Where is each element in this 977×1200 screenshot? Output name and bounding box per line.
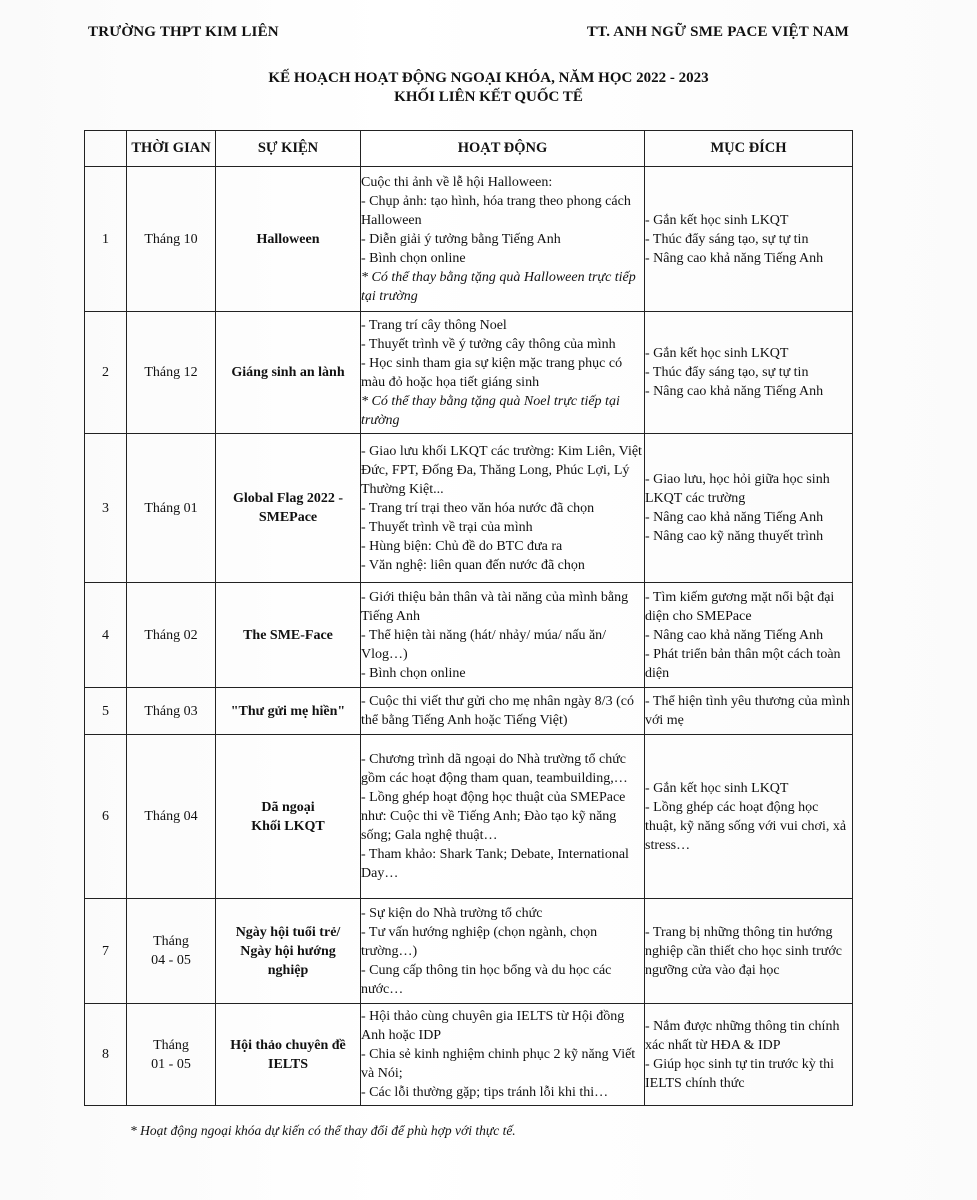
activity-item: - Bình chọn online <box>361 665 466 681</box>
row-time <box>127 1004 216 1106</box>
purpose-item: - Giao lưu, học hỏi giữa học sinh LKQT các trường <box>645 472 830 506</box>
row-purposes <box>645 899 853 1004</box>
activity-item: - Học sinh tham gia sự kiện mặc trang phục có màu đỏ hoặc họa tiết giáng sinh <box>361 355 623 390</box>
row-event <box>216 434 361 583</box>
purpose-item: - Nâng cao khả năng Tiếng Anh <box>645 627 824 643</box>
purpose-item: - Phát triển bản thân một cách toàn diện <box>645 646 841 681</box>
purpose-item: - Lồng ghép các hoạt động học thuật, kỹ năng sống với vui chơi, xả stress… <box>645 799 847 853</box>
table-row <box>85 688 853 735</box>
activity-item: - Sự kiện do Nhà trường tổ chức <box>361 905 543 921</box>
purpose-item: - Thúc đẩy sáng tạo, sự tự tin <box>645 365 809 380</box>
purpose-item: - Trang bị những thông tin hướng nghiệp cần thiết cho học sinh trước ngưỡng cửa vào đại học <box>645 924 842 978</box>
activity-item: - Văn nghệ: liên quan đến nước đã chọn <box>361 557 585 573</box>
row-event <box>216 583 361 688</box>
event-line: Khối LKQT <box>251 818 325 834</box>
activity-item: - Hội thảo cùng chuyên gia IELTS từ Hội đồng Anh hoặc IDP <box>361 1009 625 1043</box>
event-line: The SME-Face <box>243 627 333 643</box>
event-line: "Thư gửi mẹ hiền" <box>230 703 346 719</box>
event-line: Ngày hội tuổi trẻ/ <box>235 924 341 940</box>
time-line: Tháng 10 <box>144 231 198 247</box>
row-number: 5 <box>85 688 127 735</box>
activity-item: - Tham khảo: Shark Tank; Debate, International Day… <box>361 847 629 881</box>
time-line: 01 - 05 <box>151 1056 191 1072</box>
row-purposes <box>645 583 853 688</box>
activity-item: - Thể hiện tài năng (hát/ nhảy/ múa/ nấu ăn/ Vlog…) <box>361 627 607 662</box>
row-number: 6 <box>85 735 127 899</box>
row-purposes <box>645 434 853 583</box>
event-line: Ngày hội hướng <box>240 943 336 959</box>
event-line: SMEPace <box>258 510 318 525</box>
event-line: Global Flag 2022 - <box>232 491 344 506</box>
event-line: Hội thảo chuyên đề <box>230 1037 346 1053</box>
row-time <box>127 688 216 735</box>
event-line: Halloween <box>256 231 320 247</box>
purpose-item: - Nâng cao khả năng Tiếng Anh <box>645 250 824 266</box>
school-name: TRƯỜNG THPT KIM LIÊN <box>88 24 279 40</box>
activity-item: - Chương trình dã ngoại do Nhà trường tổ chức gồm các hoạt động tham quan, teambuilding,… <box>361 752 628 786</box>
row-activities <box>361 1004 645 1106</box>
event-line: nghiệp <box>267 962 309 978</box>
row-time <box>127 434 216 583</box>
time-line: Tháng 01 <box>144 500 198 516</box>
row-purposes <box>645 735 853 899</box>
row-event <box>216 312 361 434</box>
col-header-purpose: MỤC ĐÍCH <box>645 131 853 167</box>
activity-item: - Thuyết trình về ý tưởng cây thông của mình <box>361 336 616 352</box>
document-subtitle: KHỐI LIÊN KẾT QUỐC TẾ <box>394 89 583 105</box>
event-line: Dã ngoại <box>261 799 315 815</box>
time-line: Tháng 12 <box>144 365 198 380</box>
row-activities <box>361 688 645 735</box>
row-purposes <box>645 312 853 434</box>
activity-table <box>84 130 853 1106</box>
activity-item: - Chụp ảnh: tạo hình, hóa trang theo phong cách Halloween <box>361 193 631 228</box>
time-line: 04 - 05 <box>151 953 191 968</box>
activity-item: - Thuyết trình về trại của mình <box>361 519 533 535</box>
row-number: 8 <box>85 1004 127 1106</box>
document-title: KẾ HOẠCH HOẠT ĐỘNG NGOẠI KHÓA, NĂM HỌC 2022 - 2023 <box>268 70 709 86</box>
purpose-item: - Nâng cao khả năng Tiếng Anh <box>645 510 824 525</box>
activity-item: Cuộc thi ảnh về lễ hội Halloween: <box>361 174 553 190</box>
activity-item: - Các lỗi thường gặp; tips tránh lỗi khi thi… <box>361 1085 609 1100</box>
row-event <box>216 167 361 312</box>
activity-item: - Giao lưu khối LKQT các trường: Kim Liên, Việt Đức, FPT, Đống Đa, Thăng Long, Phúc Lợi, Lý Thường Kiệt... <box>361 443 642 497</box>
activity-item: - Tư vấn hướng nghiệp (chọn ngành, chọn trường…) <box>361 924 598 959</box>
purpose-item: - Gắn kết học sinh LKQT <box>645 212 789 228</box>
col-header-activity: HOẠT ĐỘNG <box>361 131 645 167</box>
table-row <box>85 1004 853 1106</box>
activity-item: - Giới thiệu bản thân và tài năng của mình bằng Tiếng Anh <box>361 589 629 624</box>
table-row <box>85 312 853 434</box>
activity-item: - Lồng ghép hoạt động học thuật của SMEPace như: Cuộc thi về Tiếng Anh; Đào tạo kỹ năng sống; Gala nghệ thuật… <box>361 790 626 843</box>
row-activities <box>361 899 645 1004</box>
table-row <box>85 167 853 312</box>
row-activities <box>361 735 645 899</box>
table-row <box>85 434 853 583</box>
row-time <box>127 899 216 1004</box>
table-row <box>85 899 853 1004</box>
activity-note: * Có thể thay bằng tặng quà Noel trực tiếp tại trường <box>361 393 620 428</box>
row-time <box>127 735 216 899</box>
col-header-event: SỰ KIỆN <box>216 131 361 167</box>
time-line: Tháng 03 <box>144 703 198 719</box>
row-event <box>216 899 361 1004</box>
activity-note: * Có thể thay bằng tặng quà Halloween trực tiếp tại trường <box>361 269 636 304</box>
row-activities <box>361 583 645 688</box>
activity-item: - Hùng biện: Chủ đề do BTC đưa ra <box>361 538 563 554</box>
row-activities <box>361 312 645 434</box>
row-purposes <box>645 688 853 735</box>
purpose-item: - Tìm kiếm gương mặt nổi bật đại diện cho SMEPace <box>645 589 835 624</box>
activity-item: - Chia sẻ kinh nghiệm chinh phục 2 kỹ năng Viết và Nói; <box>361 1047 636 1081</box>
table-row <box>85 583 853 688</box>
purpose-item: - Gắn kết học sinh LKQT <box>645 780 789 796</box>
time-line: Tháng 04 <box>144 809 198 824</box>
row-purposes <box>645 167 853 312</box>
row-time <box>127 312 216 434</box>
row-activities <box>361 167 645 312</box>
activity-item: - Cung cấp thông tin học bổng và du học các nước… <box>361 962 612 997</box>
col-header-time: THỜI GIAN <box>127 131 216 167</box>
time-line: Tháng 02 <box>144 627 198 643</box>
row-event <box>216 688 361 735</box>
purpose-item: - Nắm được những thông tin chính xác nhất từ HĐA & IDP <box>645 1018 840 1053</box>
row-time <box>127 583 216 688</box>
row-number: 4 <box>85 583 127 688</box>
purpose-item: - Giúp học sinh tự tin trước kỳ thi IELTS chính thức <box>645 1056 835 1091</box>
purpose-item: - Gắn kết học sinh LKQT <box>645 346 789 361</box>
event-line: IELTS <box>268 1056 308 1072</box>
purpose-item: - Nâng cao kỹ năng thuyết trình <box>645 529 824 544</box>
footnote: * Hoạt động ngoại khóa dự kiến có thể thay đổi để phù hợp với thực tế. <box>130 1123 516 1138</box>
purpose-item: - Thúc đẩy sáng tạo, sự tự tin <box>645 231 809 247</box>
row-number: 2 <box>85 312 127 434</box>
event-line: Giáng sinh an lành <box>231 365 345 380</box>
time-line: Tháng <box>153 934 189 949</box>
center-name: TT. ANH NGỮ SME PACE VIỆT NAM <box>586 24 849 40</box>
table-header-row <box>85 131 853 167</box>
row-purposes <box>645 1004 853 1106</box>
activity-item: - Cuộc thi viết thư gửi cho mẹ nhân ngày 8/3 (có thể bằng Tiếng Anh hoặc Tiếng Việt) <box>361 694 634 728</box>
activity-item: - Trang trí cây thông Noel <box>361 317 507 333</box>
activity-item: - Bình chọn online <box>361 250 466 266</box>
activity-item: - Diễn giải ý tưởng bằng Tiếng Anh <box>361 231 561 247</box>
row-activities <box>361 434 645 583</box>
purpose-item: - Thể hiện tình yêu thương của mình với mẹ <box>645 694 850 728</box>
col-header-no <box>85 131 127 167</box>
row-number: 7 <box>85 899 127 1004</box>
row-event <box>216 735 361 899</box>
activity-item: - Trang trí trại theo văn hóa nước đã chọn <box>361 500 595 516</box>
row-number: 1 <box>85 167 127 312</box>
time-line: Tháng <box>153 1037 189 1053</box>
purpose-item: - Nâng cao khả năng Tiếng Anh <box>645 384 824 399</box>
row-number: 3 <box>85 434 127 583</box>
row-event <box>216 1004 361 1106</box>
table-row <box>85 735 853 899</box>
row-time <box>127 167 216 312</box>
